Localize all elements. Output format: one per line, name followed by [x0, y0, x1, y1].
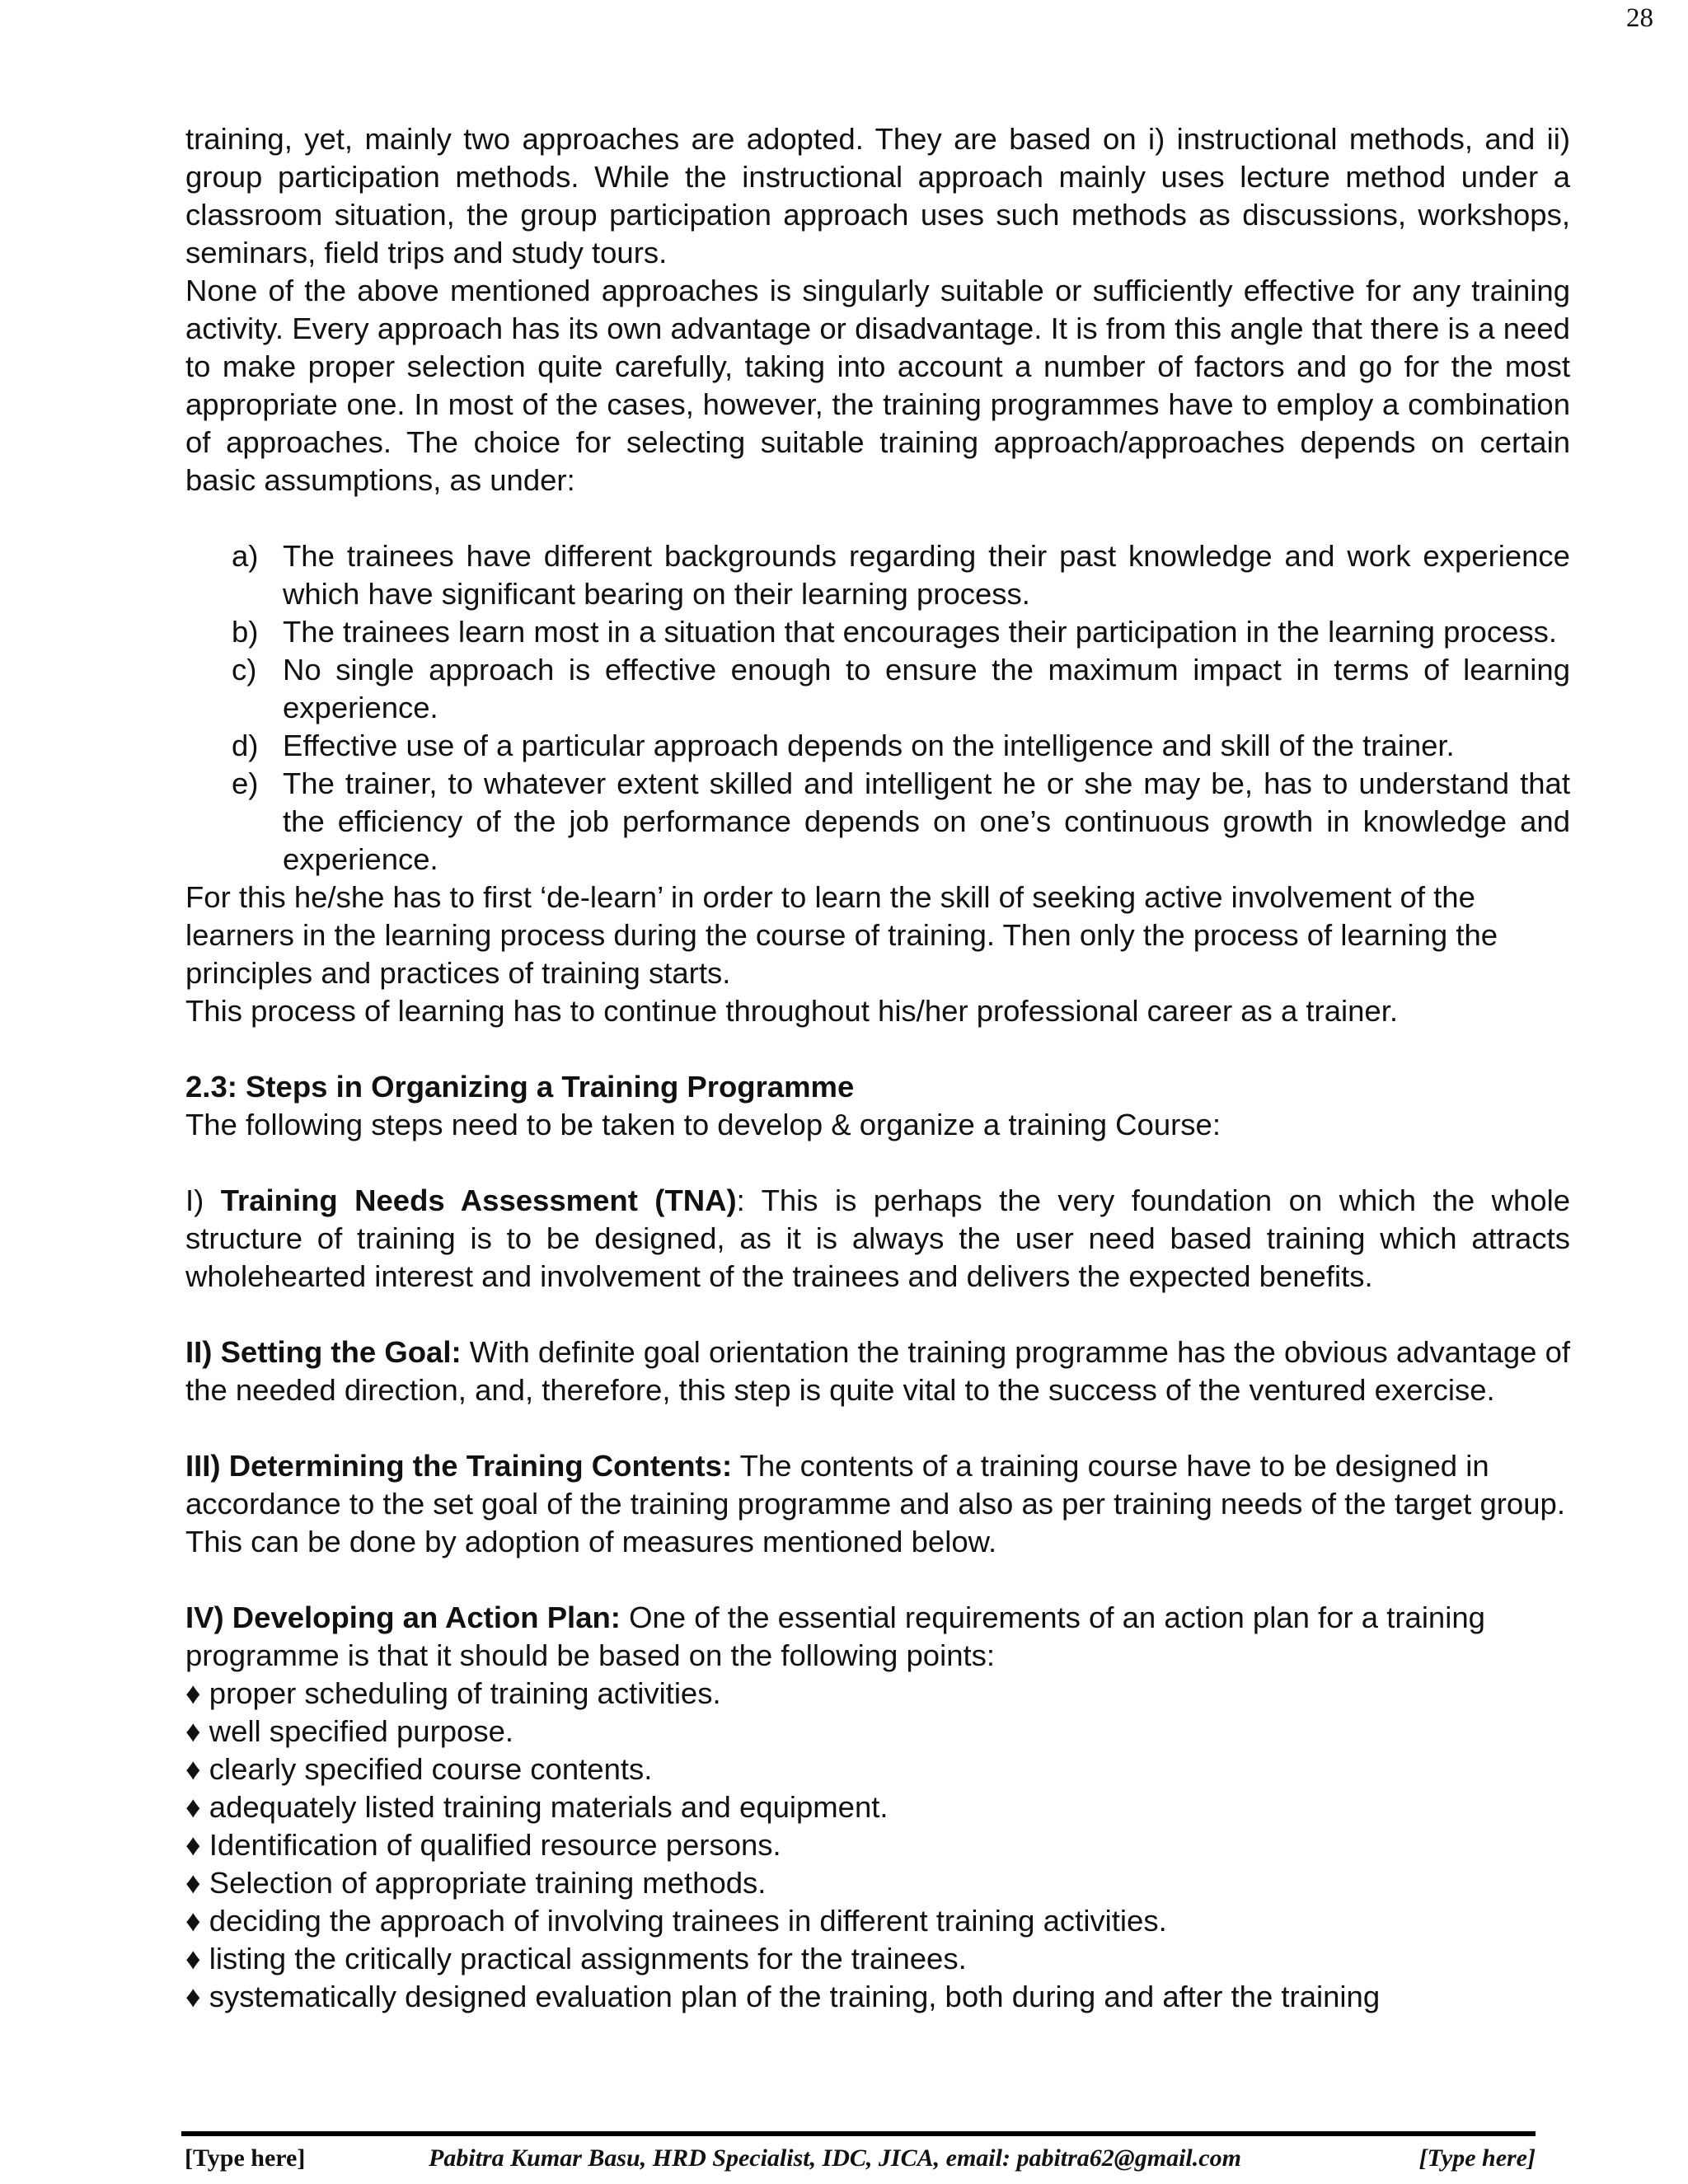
section-intro: The following steps need to be taken to develop & organize a training Course:	[185, 1108, 1221, 1141]
after-list-paragraph-1: For this he/she has to first ‘de-learn’ in order to learn the skill of seeking active involvement of the learners in the learning process during the course of training. Then only the process of learning the principles and practices of training starts.	[185, 880, 1498, 990]
diamond-bullet-icon: ♦	[185, 1676, 201, 1710]
list-item-text: deciding the approach of involving trainees in different training activities.	[209, 1904, 1167, 1938]
assumptions-list	[185, 537, 1570, 879]
list-item-text: proper scheduling of training activities.	[209, 1676, 721, 1710]
step-training-contents	[185, 1447, 1570, 1561]
list-item-text: The trainees learn most in a situation that encourages their participation in the learning process.	[283, 615, 1558, 649]
diamond-bullet-icon: ♦	[185, 1942, 201, 1975]
step-text: With definite goal orientation the training programme has the obvious advantage of the needed direction, and, therefore, this step is quite vital to the success of the ventured exercise.	[185, 1335, 1571, 1407]
footer-left: [Type here]	[185, 2144, 306, 2172]
list-item	[232, 537, 1570, 613]
action-points-list	[185, 1675, 1570, 2016]
list-item	[185, 1675, 1570, 1713]
list-item-text: The trainer, to whatever extent skilled and intelligent he or she may be, has to understand that the efficiency of the job performance depends on one’s continuous growth in knowledge and experience.	[283, 766, 1570, 876]
list-item-text: listing the critically practical assignments for the trainees.	[209, 1942, 967, 1975]
list-item-text: Selection of appropriate training methods.	[209, 1866, 767, 1900]
diamond-bullet-icon: ♦	[185, 1790, 201, 1824]
step-tna	[185, 1182, 1570, 1296]
page-number: 28	[1626, 3, 1653, 33]
step-action-plan	[185, 1599, 1570, 1675]
step-text: One of the essential requirements of an action plan for a training programme is that it should be based on the following points:	[185, 1601, 1485, 1672]
list-item-text: well specified purpose.	[209, 1714, 514, 1748]
list-item	[185, 1750, 1570, 1788]
diamond-bullet-icon: ♦	[185, 1714, 201, 1748]
list-marker: d)	[232, 729, 259, 762]
intro-paragraph-1: training, yet, mainly two approaches are adopted. They are based on i) instructional methods, and ii) group participation methods. While the instructional approach mainly uses lecture method under a classroom situation, the group participation approach uses such methods as discussions, workshops, seminars, field trips and study tours.	[185, 122, 1570, 269]
step-setting-goal	[185, 1333, 1570, 1409]
list-item-text: systematically designed evaluation plan of the training, both during and after the training	[209, 1980, 1381, 2013]
page-body	[185, 120, 1570, 2016]
step-title: Training Needs Assessment (TNA)	[220, 1183, 737, 1217]
list-item	[232, 613, 1570, 651]
list-item	[185, 1902, 1570, 1940]
list-item	[185, 1826, 1570, 1864]
list-item	[232, 765, 1570, 879]
list-item-text: Effective use of a particular approach depends on the intelligence and skill of the trainer.	[283, 729, 1455, 762]
step-title: III) Determining the Training Contents:	[185, 1449, 733, 1483]
list-item	[185, 1713, 1570, 1750]
step-text: : This is perhaps the very foundation on which the whole structure of training is to be designed, as it is always the user need based training which attracts wholehearted interest and involvement of the trainees and delivers the expected benefits.	[185, 1183, 1571, 1293]
diamond-bullet-icon: ♦	[185, 1828, 201, 1862]
step-text: The contents of a training course have to be designed in accordance to the set goal of the training programme and also as per training needs of the target group. This can be done by adoption of measures mentioned below.	[185, 1449, 1565, 1558]
list-marker: c)	[232, 653, 257, 687]
section-heading: 2.3: Steps in Organizing a Training Programme	[185, 1070, 855, 1104]
list-item-text: adequately listed training materials and equipment.	[209, 1790, 889, 1824]
footer-right: [Type here]	[1418, 2144, 1536, 2172]
list-item	[232, 727, 1570, 765]
step-prefix: I)	[185, 1183, 221, 1217]
list-item	[185, 1978, 1570, 2016]
list-marker: a)	[232, 539, 259, 573]
list-item	[185, 1788, 1570, 1826]
diamond-bullet-icon: ♦	[185, 1866, 201, 1900]
list-marker: e)	[232, 766, 259, 800]
list-marker: b)	[232, 615, 259, 649]
diamond-bullet-icon: ♦	[185, 1752, 201, 1786]
after-list-paragraph-2: This process of learning has to continue throughout his/her professional career as a trainer.	[185, 994, 1398, 1028]
step-title: II) Setting the Goal:	[185, 1335, 462, 1369]
diamond-bullet-icon: ♦	[185, 1980, 201, 2013]
step-title: IV) Developing an Action Plan:	[185, 1601, 621, 1634]
diamond-bullet-icon: ♦	[185, 1904, 201, 1938]
list-item-text: No single approach is effective enough to ensure the maximum impact in terms of learning experience.	[283, 653, 1570, 724]
list-item-text: Identification of qualified resource persons.	[209, 1828, 781, 1862]
list-item	[185, 1940, 1570, 1978]
list-item	[232, 651, 1570, 727]
footer-author: Pabitra Kumar Basu, HRD Specialist, IDC, JICA, email: pabitra62@gmail.com	[429, 2144, 1241, 2172]
intro-paragraph-2: None of the above mentioned approaches is singularly suitable or sufficiently effective for any training activity. Every approach has its own advantage or disadvantage. It is from this angle that there is a need to make proper selection quite carefully, taking into account a number of factors and go for the most appropriate one. In most of the cases, however, the training programmes have to employ a combination of approaches. The choice for selecting suitable training approach/approaches depends on certain basic assumptions, as under:	[185, 274, 1570, 497]
list-item	[185, 1864, 1570, 1902]
page-footer	[181, 2131, 1536, 2172]
list-item-text: The trainees have different backgrounds regarding their past knowledge and work experience which have significant bearing on their learning process.	[283, 539, 1570, 611]
list-item-text: clearly specified course contents.	[209, 1752, 653, 1786]
